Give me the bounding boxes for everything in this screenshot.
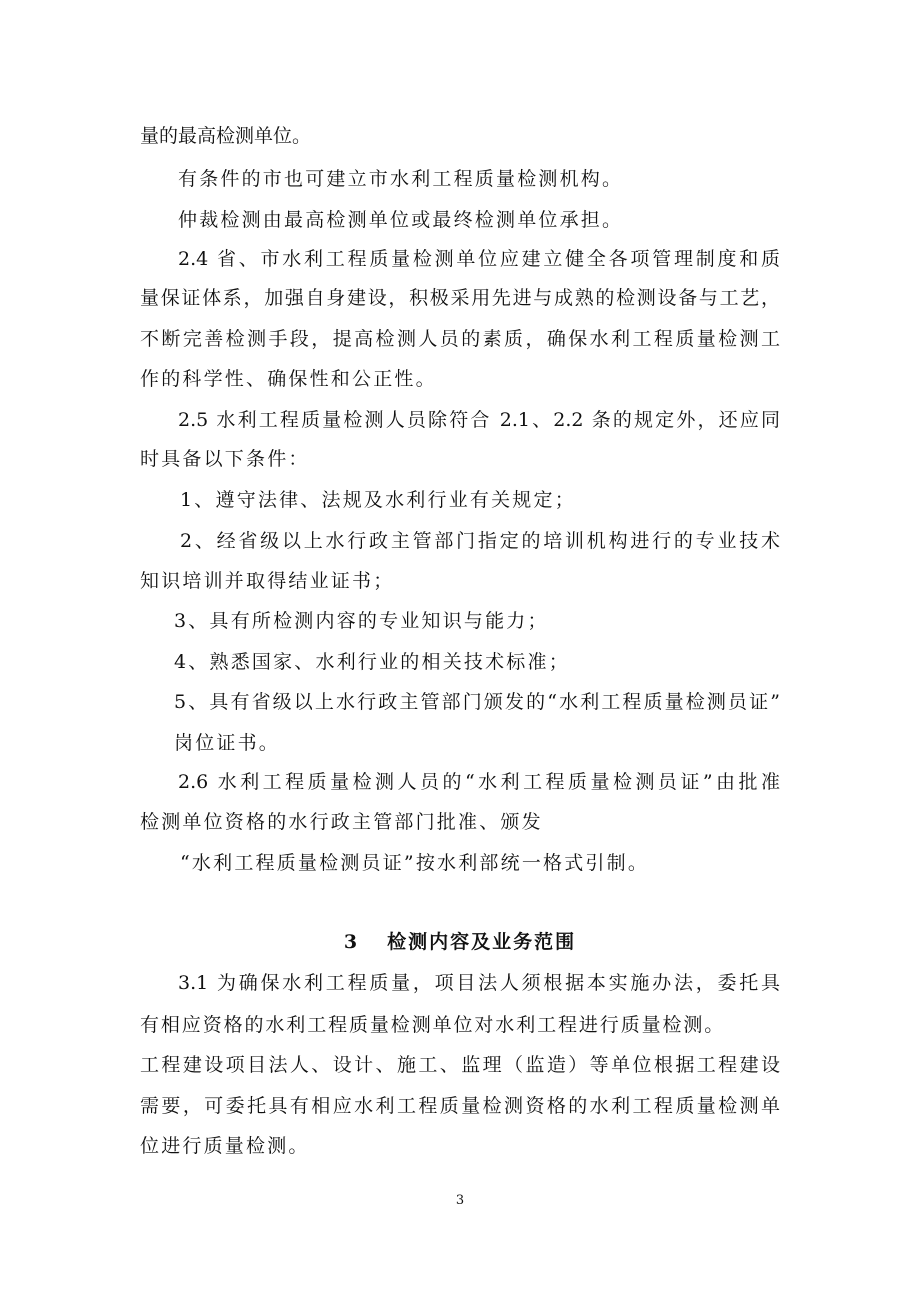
paragraph-line: 作的科学性、确保性和公正性。 bbox=[140, 368, 437, 390]
paragraph-line: 位进行质量检测。 bbox=[140, 1135, 310, 1157]
paragraph-line: 2.5 水利工程质量检测人员除符合 2.1、2.2 条的规定外，还应同 bbox=[178, 409, 780, 431]
paragraph-line: 有相应资格的水利工程质量检测单位对水利工程进行质量检测。 bbox=[140, 1014, 726, 1036]
paragraph-line: 有条件的市也可建立市水利工程质量检测机构。 bbox=[178, 168, 624, 190]
section-heading bbox=[140, 928, 780, 956]
list-item: 2、经省级以上水行政主管部门指定的培训机构进行的专业技术 bbox=[180, 530, 780, 552]
paragraph-line: 知识培训并取得结业证书； bbox=[140, 570, 395, 592]
list-item: 3、具有所检测内容的专业知识与能力； bbox=[174, 610, 549, 632]
list-item: 1、遵守法律、法规及水利行业有关规定； bbox=[180, 489, 576, 511]
paragraph-line: 量保证体系，加强自身建设，积极采用先进与成熟的检测设备与工艺， bbox=[140, 287, 780, 309]
section-title: 检测内容及业务范围 bbox=[387, 931, 577, 953]
list-item: 5、具有省级以上水行政主管部门颁发的“水利工程质量检测员证” bbox=[174, 691, 780, 713]
paragraph-line: 2.6 水利工程质量检测人员的“水利工程质量检测员证”由批准 bbox=[178, 771, 780, 793]
paragraph-line: 检测单位资格的水行政主管部门批准、颁发 bbox=[140, 811, 543, 833]
section-number: 3 bbox=[343, 931, 358, 953]
paragraph-line: 工程建设项目法人、设计、施工、监理（监造）等单位根据工程建设 bbox=[140, 1054, 780, 1076]
paragraph-line: 岗位证书。 bbox=[174, 732, 281, 754]
page-number: 3 bbox=[455, 1193, 465, 1208]
paragraph-line: “水利工程质量检测员证”按水利部统一格式引制。 bbox=[180, 852, 650, 874]
paragraph-line: 仲裁检测由最高检测单位或最终检测单位承担。 bbox=[178, 209, 624, 231]
paragraph-line: 2.4 省、市水利工程质量检测单位应建立健全各项管理制度和质 bbox=[178, 248, 780, 270]
paragraph-line: 时具备以下条件： bbox=[140, 448, 310, 470]
list-item: 4、熟悉国家、水利行业的相关技术标准； bbox=[174, 651, 570, 673]
paragraph-line: 3.1 为确保水利工程质量，项目法人须根据本实施办法，委托具 bbox=[178, 972, 780, 994]
paragraph-line: 量的最高检测单位。 bbox=[140, 125, 312, 147]
paragraph-line: 不断完善检测手段，提高检测人员的素质，确保水利工程质量检测工 bbox=[140, 328, 780, 350]
paragraph-line: 需要，可委托具有相应水利工程质量检测资格的水利工程质量检测单 bbox=[140, 1095, 780, 1117]
